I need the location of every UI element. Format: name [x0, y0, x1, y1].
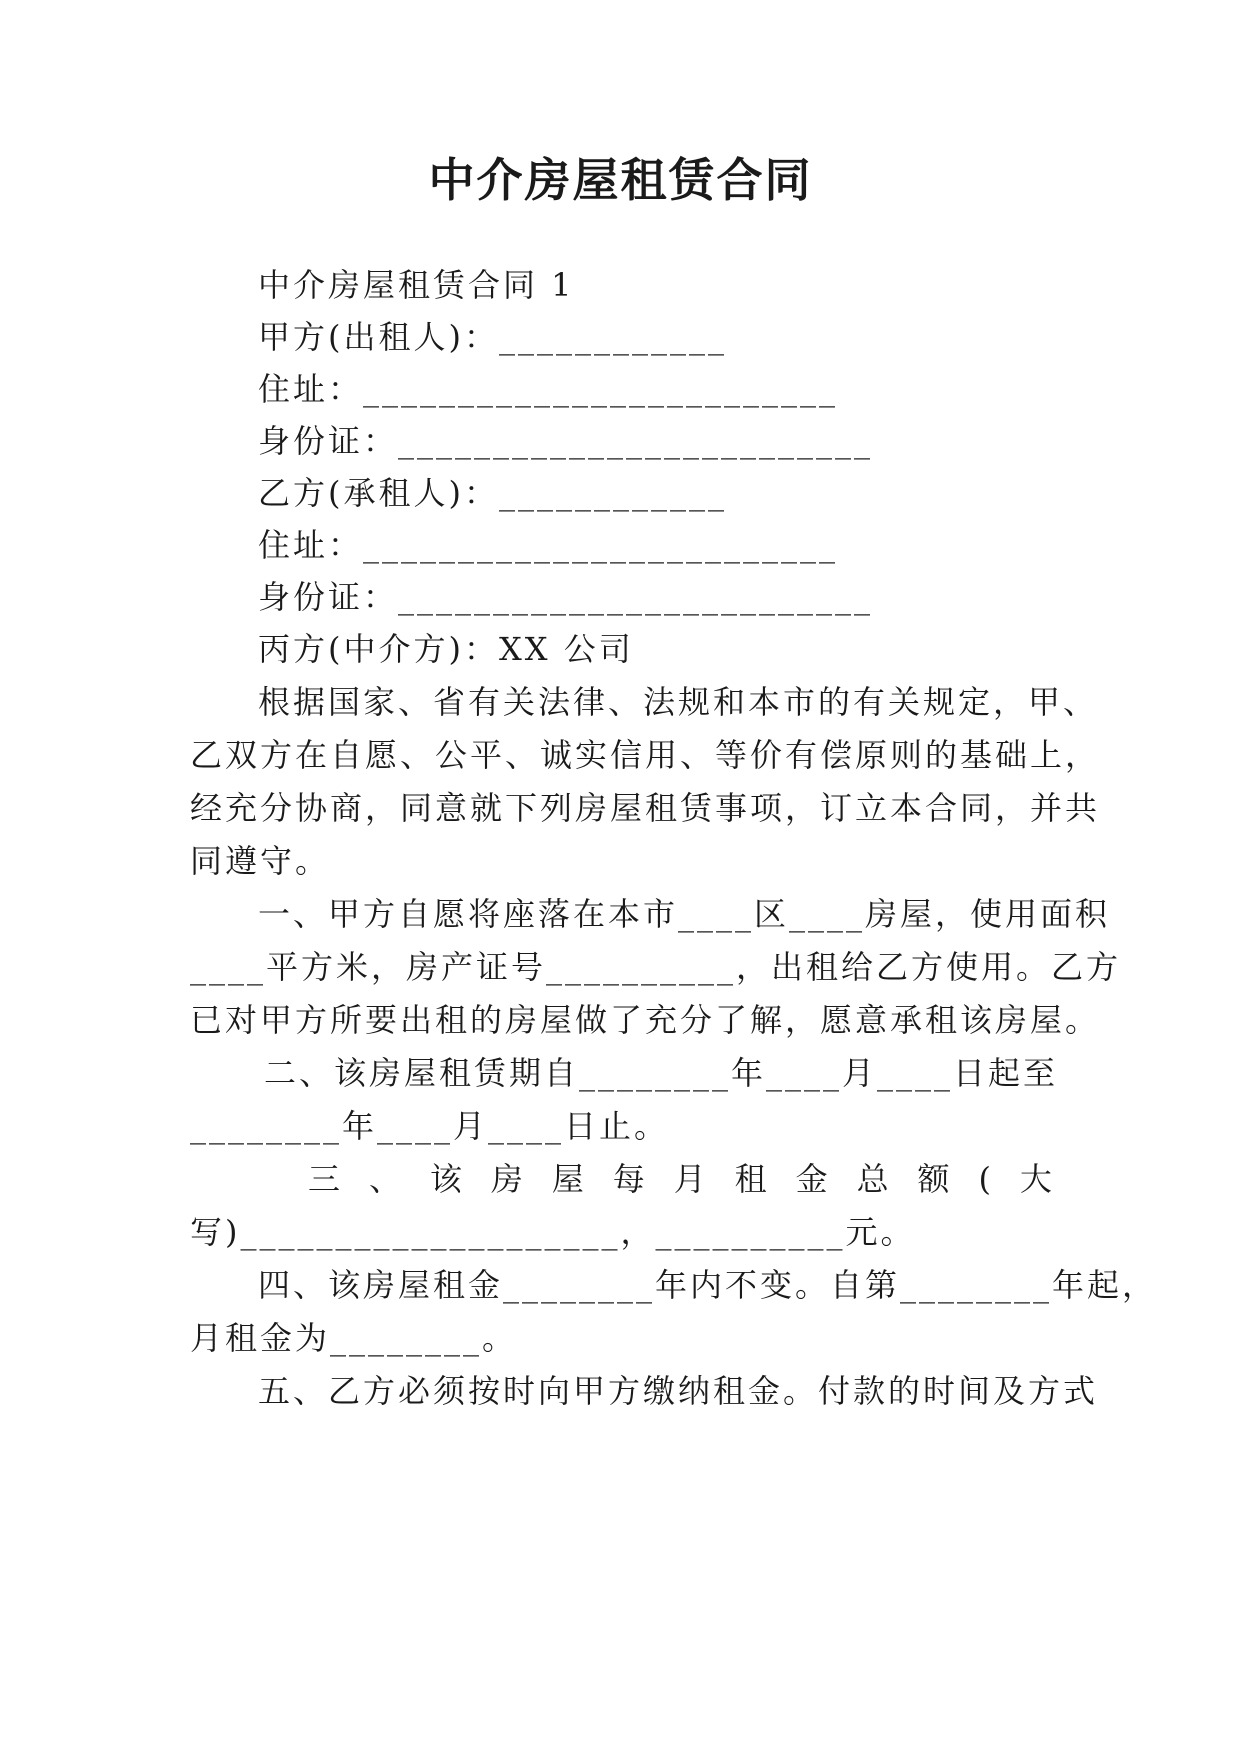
clause-3-line-2: 写)____________________，__________元。 — [190, 1213, 916, 1251]
clause-3-line-1 — [308, 1157, 1052, 1201]
party-a-line: 甲方(出租人)：____________ — [258, 318, 727, 356]
party-b-id: 身份证：_________________________ — [258, 578, 874, 616]
clause-4-line-1: 四、该房屋租金________年内不变。自第________年起， — [258, 1266, 1158, 1304]
party-c-line: 丙方(中介方)：XX 公司 — [258, 630, 634, 668]
party-b-line: 乙方(承租人)：____________ — [258, 474, 727, 512]
clause-1-line-3: 已对甲方所要出租的房屋做了充分了解，愿意承租该房屋。 — [190, 1001, 1101, 1039]
contract-subtitle: 中介房屋租赁合同 1 — [258, 266, 575, 304]
clause-3-char: 总 — [856, 1160, 889, 1198]
party-a-id: 身份证：_________________________ — [258, 422, 874, 460]
clause-2-line-1: 二、该房屋租赁期自________年____月____日起至 — [264, 1054, 1059, 1092]
clause-5-line-1: 五、乙方必须按时向甲方缴纳租金。付款的时间及方式 — [258, 1372, 1099, 1410]
clause-3-char: 租 — [734, 1160, 767, 1198]
party-a-address: 住址：_________________________ — [258, 370, 839, 408]
clause-1-line-2: ____平方米，房产证号__________，出租给乙方使用。乙方 — [190, 948, 1122, 986]
clause-3-char: 每 — [612, 1160, 645, 1198]
clause-3-char: 该 — [429, 1160, 462, 1198]
document-title: 中介房屋租赁合同 — [428, 153, 813, 207]
clause-2-line-2: ________年____月____日止。 — [190, 1107, 670, 1145]
preamble-line-4: 同遵守。 — [190, 842, 331, 880]
party-b-address: 住址：_________________________ — [258, 526, 839, 564]
clause-3-char: 房 — [490, 1160, 523, 1198]
clause-3-char: 大 — [1019, 1160, 1052, 1198]
clause-4-line-2: 月租金为________。 — [190, 1319, 518, 1357]
preamble-line-3: 经充分协商，同意就下列房屋租赁事项，订立本合同，并共 — [190, 789, 1101, 827]
clause-1-line-1: 一、甲方自愿将座落在本市____区____房屋，使用面积 — [258, 895, 1111, 933]
preamble-line-2: 乙双方在自愿、公平、诚实信用、等价有偿原则的基础上， — [190, 736, 1101, 774]
clause-3-char: 额 — [917, 1160, 950, 1198]
clause-3-char: 、 — [368, 1160, 401, 1198]
clause-3-char: 金 — [795, 1160, 828, 1198]
clause-3-char: 三 — [308, 1160, 341, 1198]
clause-3-char: ( — [978, 1160, 991, 1198]
clause-3-char: 月 — [673, 1160, 706, 1198]
preamble-line-1: 根据国家、省有关法律、法规和本市的有关规定，甲、 — [258, 683, 1099, 721]
clause-3-char: 屋 — [551, 1160, 584, 1198]
